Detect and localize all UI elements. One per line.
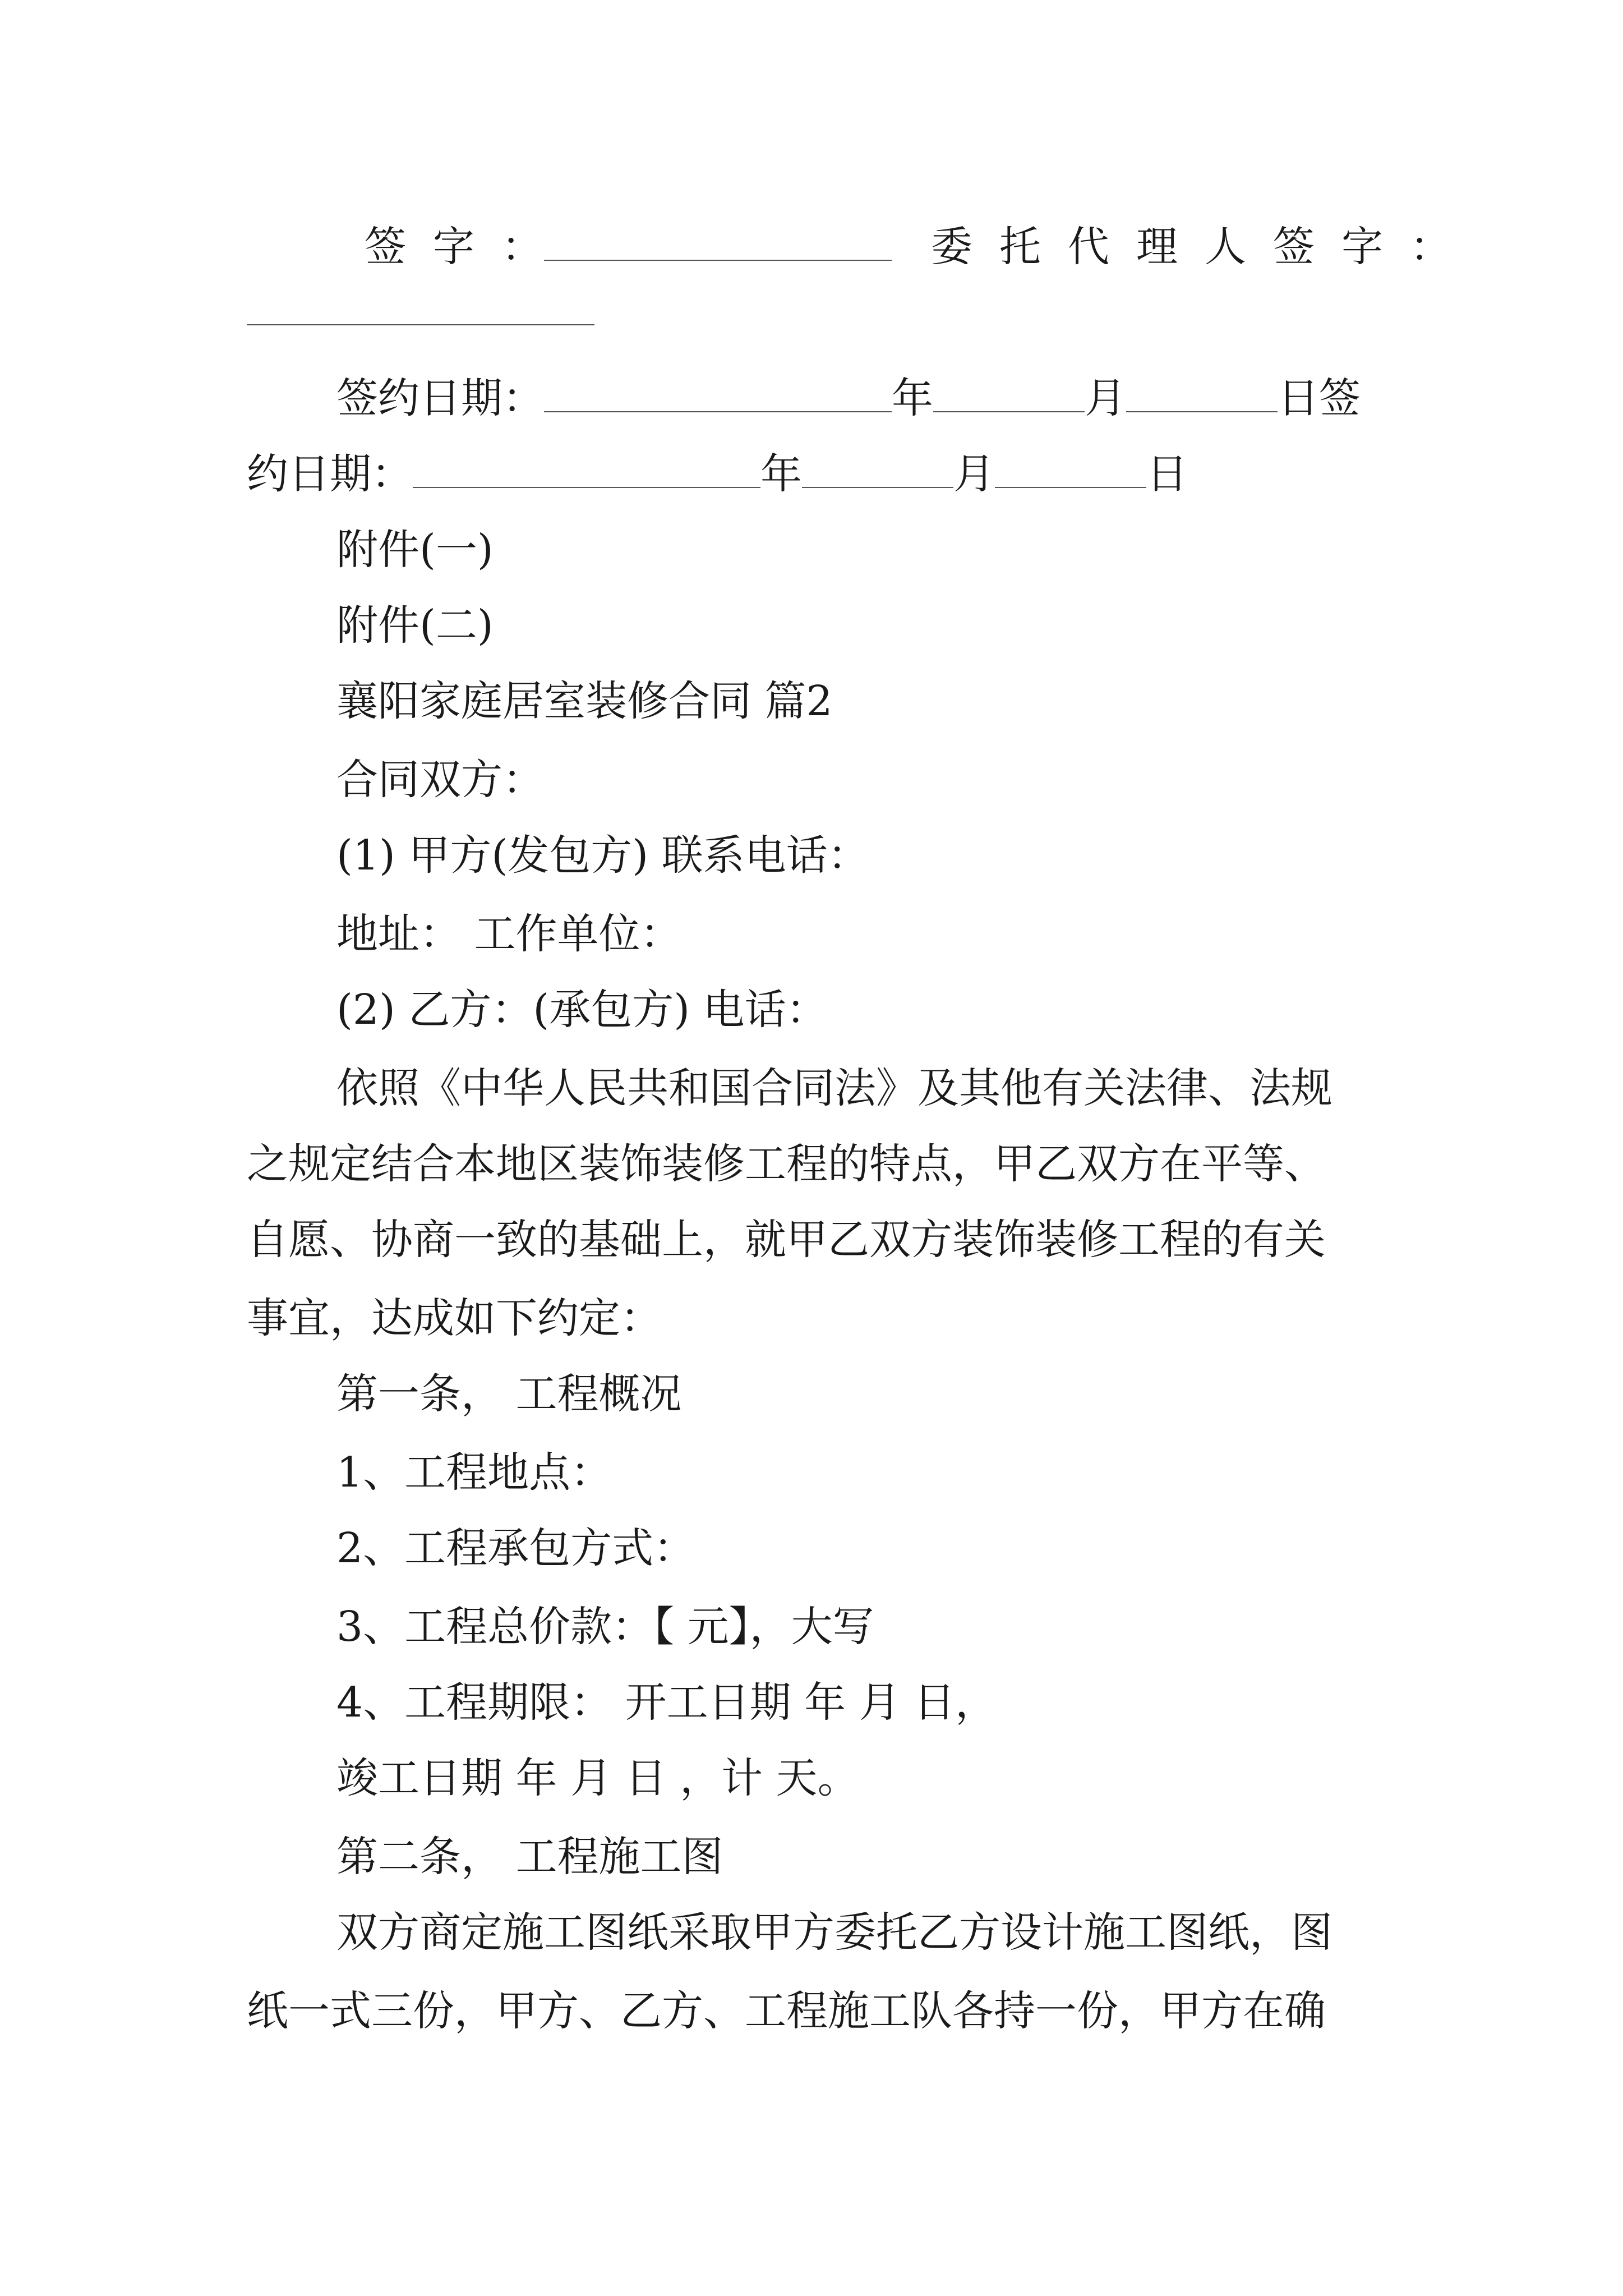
preamble-line-3: 自愿、协商一致的基础上，就甲乙双方装饰装修工程的有关: [247, 1216, 1326, 1264]
day-blank-2: [995, 453, 1146, 488]
agent-signature-blank: [247, 283, 594, 339]
parties-heading: 合同双方：: [336, 756, 544, 804]
signature-label: 签字：: [365, 223, 570, 271]
preamble-line-1: 依照《中华人民共和国合同法》及其他有关法律、法规: [336, 1064, 1332, 1112]
agent-signature-label: 委托代理人签字：: [931, 223, 1478, 271]
attachment-1: 附件(一): [336, 526, 494, 574]
article1-item-1: 1、工程地点：: [336, 1448, 612, 1497]
signature-row: [0, 219, 1623, 275]
article2-body-line-1: 双方商定施工图纸采取甲方委托乙方设计施工图纸，图: [336, 1908, 1332, 1957]
month-blank: [933, 378, 1085, 412]
party-address: 地址： 工作单位：: [336, 910, 682, 958]
signature-blank: [544, 219, 892, 275]
preamble-line-4: 事宜，达成如下约定：: [247, 1294, 662, 1342]
preamble-line-2: 之规定结合本地区装饰装修工程的特点，甲乙双方在平等、: [247, 1140, 1326, 1188]
party-b: (2) 乙方：(承包方) 电话：: [336, 986, 828, 1034]
article1-item-5: 竣工日期 年 月 日 ，计 天。: [336, 1754, 859, 1802]
day-blank: [1126, 378, 1278, 412]
sign-date-line-2: [247, 446, 1188, 502]
attachment-2: 附件(二): [336, 601, 494, 650]
article1-item-3: 3、工程总价款：【 元】，大写: [336, 1603, 874, 1651]
year-blank: [544, 378, 892, 412]
year-blank-2: [413, 453, 760, 488]
contract-title: 襄阳家庭居室装修合同 篇2: [336, 677, 833, 725]
month-blank-2: [802, 453, 953, 488]
day-sign-text: 日签: [1278, 374, 1361, 422]
sign-date-line-1: [336, 370, 1361, 426]
month-text: 月: [1085, 374, 1126, 422]
article2-heading: 第二条， 工程施工图: [336, 1833, 723, 1881]
sign-date-label: 签约日期：: [336, 374, 544, 422]
year-text-2: 年: [760, 450, 802, 498]
article2-body-line-2: 纸一式三份，甲方、乙方、工程施工队各持一份，甲方在确: [247, 1987, 1326, 2035]
month-text-2: 月: [953, 450, 995, 498]
article1-item-2: 2、工程承包方式：: [336, 1524, 695, 1572]
party-a: (1) 甲方(发包方) 联系电话：: [336, 831, 869, 880]
article1-item-4: 4、工程期限： 开工日期 年 月 日，: [336, 1678, 997, 1727]
sign-date-label-2: 约日期：: [247, 450, 413, 498]
year-text: 年: [892, 374, 933, 422]
day-text-2: 日: [1146, 450, 1188, 498]
article1-heading: 第一条， 工程概况: [336, 1370, 682, 1418]
